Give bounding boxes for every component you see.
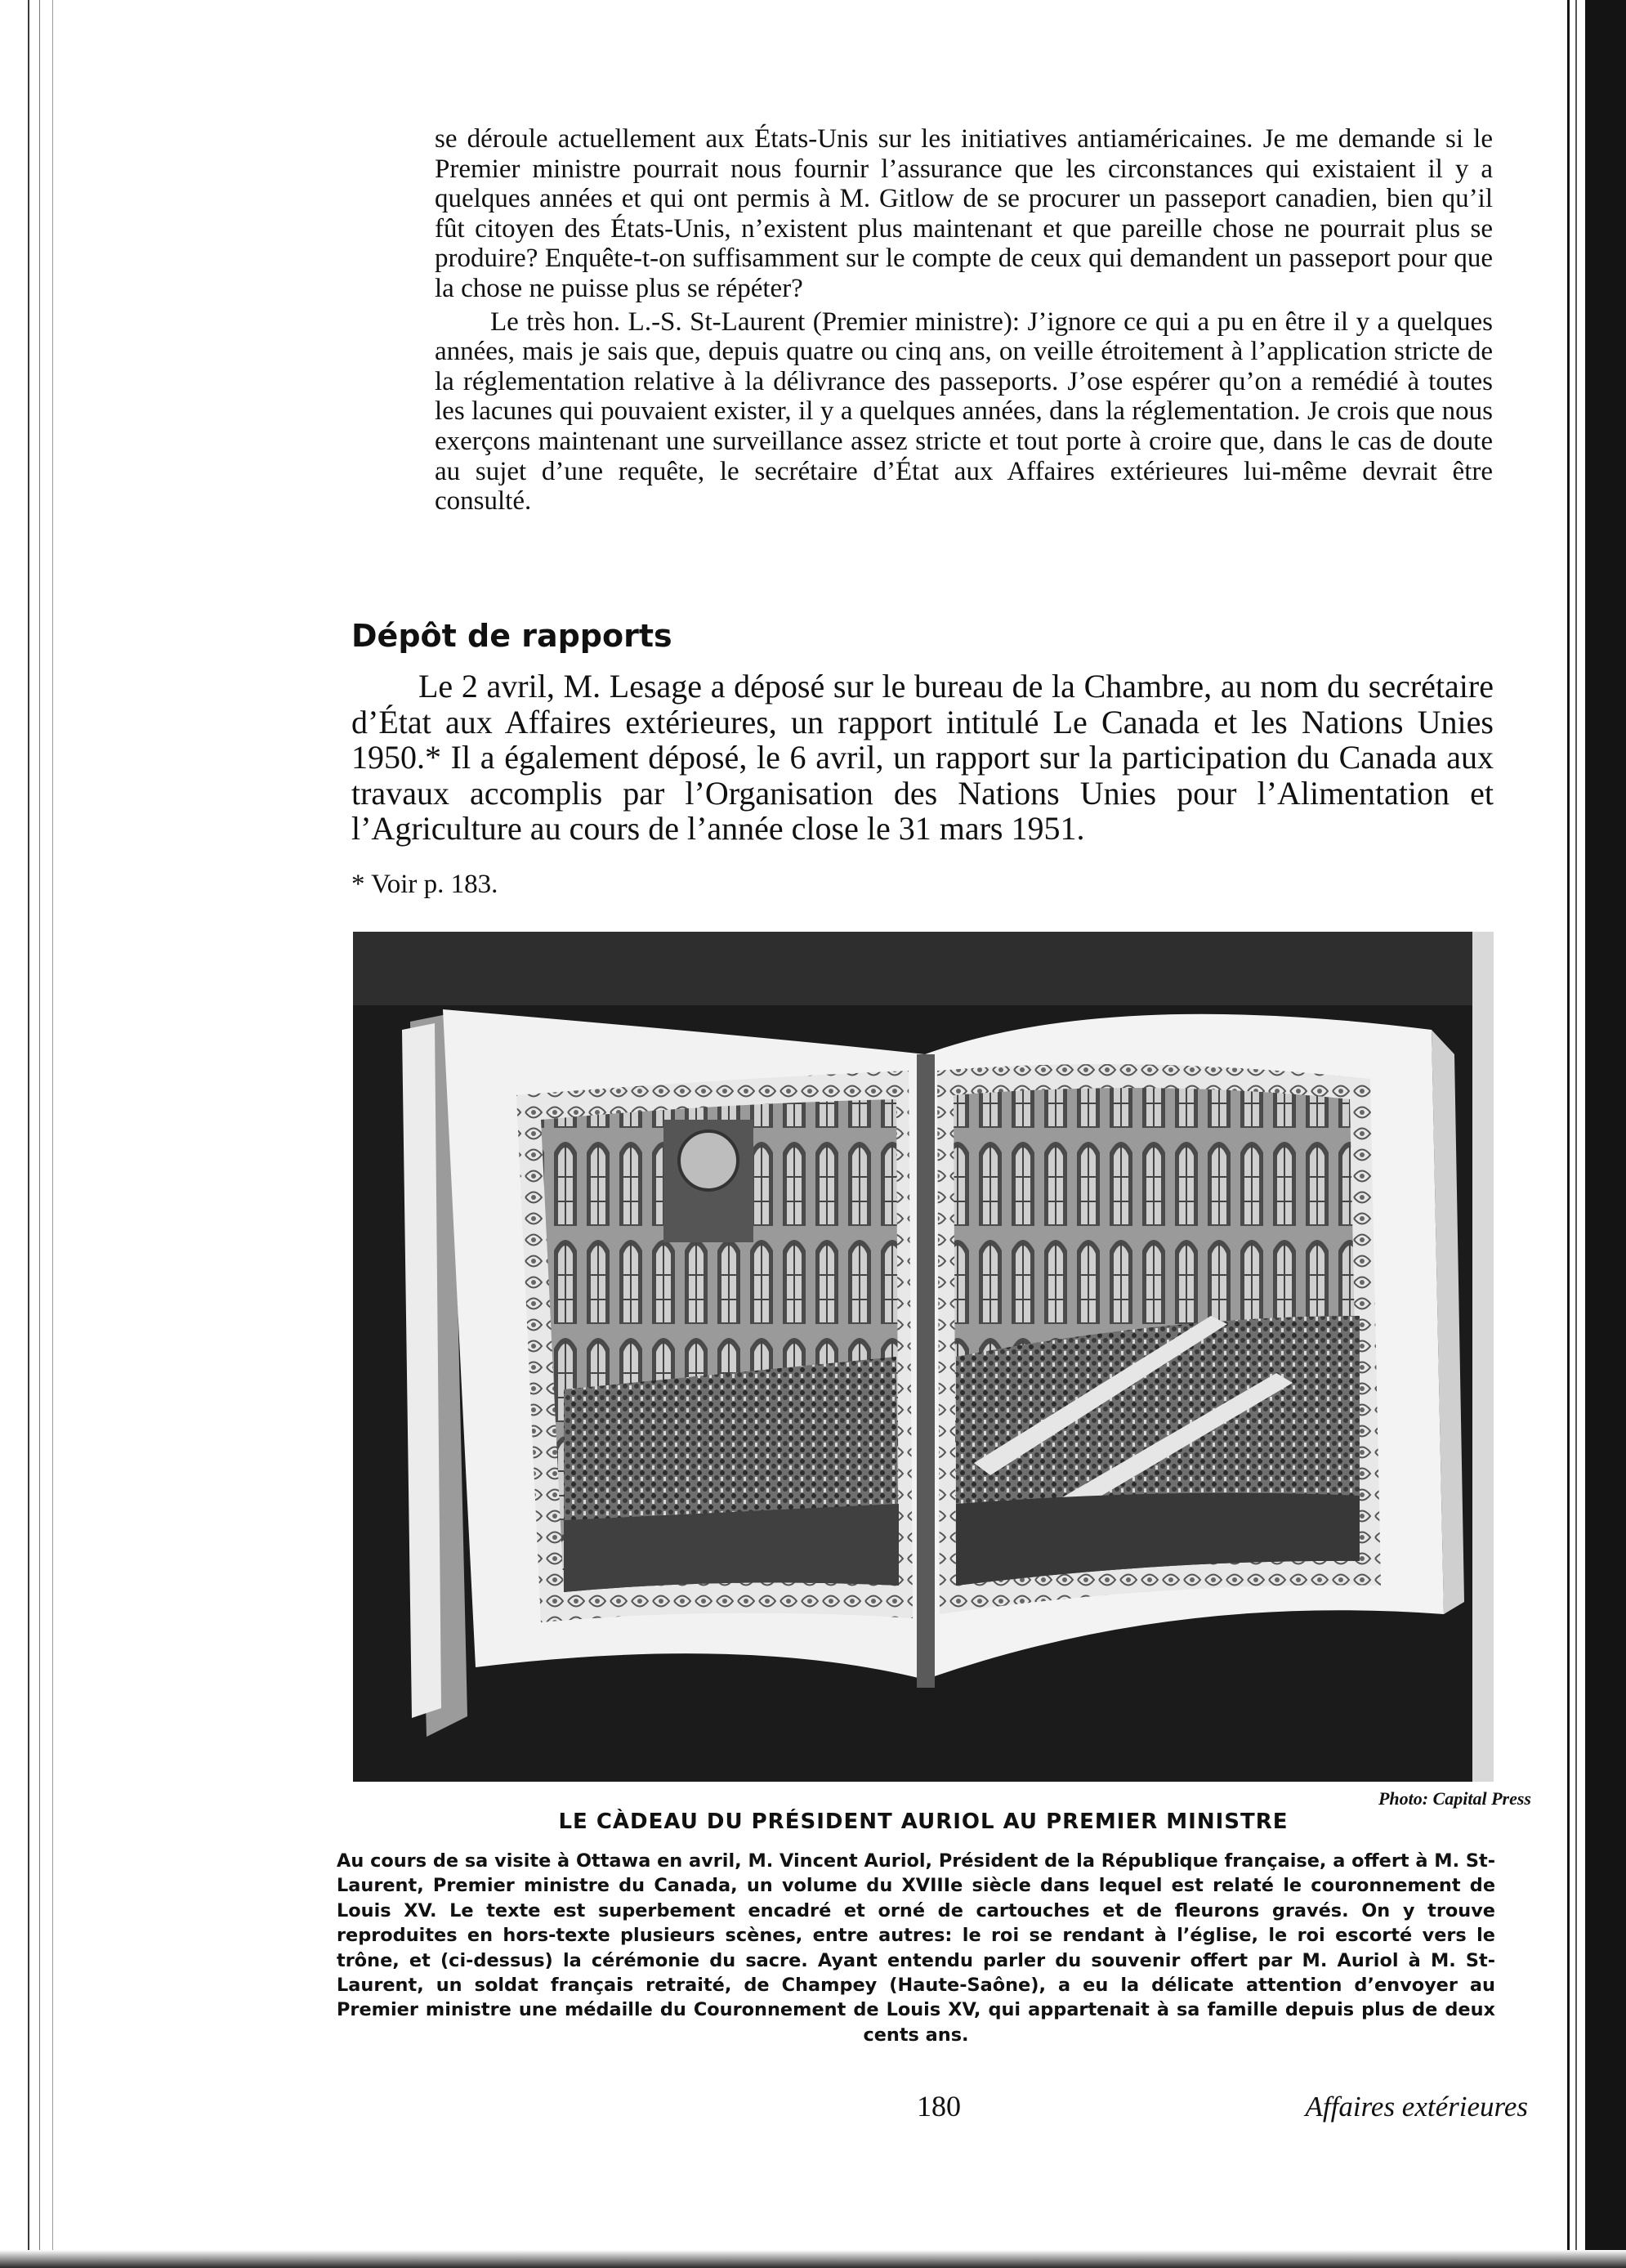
body-paragraph: se déroule actuellement aux États-Unis sur les initiatives antiaméricaines. Je me demande si le Premier ministre pourrait nous fournir l’assurance que les circonstances qui existaient il y a quelques années et qui ont permis à M. Gitlow de se procurer un passeport canadien, bien qu’il fût citoyen des États-Unis, n’existent plus maintenant et que pareille chose ne pourrait plus se produire? Enquête-t-on suffisamment sur le compte de ceux qui demandent un passeport pour que la chose ne puisse plus se répéter? [435,124,1493,303]
page-number: 180 [917,2090,961,2123]
section-text-block [351,669,1494,847]
caption-body: Au cours de sa visite à Ottawa en avril, M. Vincent Auriol, Président de la République française, a offert à M. St-Laurent, Premier ministre du Canada, un volume du XVIIIe siècle dans lequel est relaté le couronnement de Louis XV. Le texte est superbement encadré et orné de cartouches et de fleurons gravés. On y trouve reproduites en hors-texte plusieurs scènes, entre autres: le roi se rendant à l’église, le roi escorté vers le trône, et (ci-dessus) la cérémonie du sacre. Ayant entendu parler du souvenir offert par M. Auriol à M. St-Laurent, un soldat français retraité, de Champey (Haute-Saône), a eu la délicate attention d’envoyer au Premier ministre une médaille du Couronnement de Louis XV, qui appartenait à sa famille depuis plus de deux cents ans. [337,1850,1495,2046]
footnote: * Voir p. 183. [351,870,498,899]
section-paragraph: Le 2 avril, M. Lesage a déposé sur le bureau de la Chambre, au nom du secrétaire d’État aux Affaires extérieures, un rapport intitulé Le Canada et les Nations Unies 1950.* Il a également déposé, le 6 avril, un rapport sur la participation du Canada aux travaux accomplis par l’Organisation des Nations Unies pour l’Alimentation et l’Agriculture au cours de l’année close le 31 mars 1951. [351,668,1494,847]
body-text-block [435,124,1493,517]
photo-credit: Photo: Capital Press [1378,1788,1531,1809]
publication-title: Affaires extérieures [1305,2091,1528,2123]
caption-title: LE CÀDEAU DU PRÉSIDENT AURIOL AU PREMIER MINISTRE [558,1809,1289,1834]
right-binding-edge [1561,0,1626,2268]
body-paragraph: Le très hon. L.-S. St-Laurent (Premier ministre): J’ignore ce qui a pu en être il y a quelques années, mais je sais que, depuis quatre ou cinq ans, on veille étroitement à l’application stricte de la réglementation relative à la délivrance des passeports. J’ose espérer qu’on a remédié à toutes les lacunes qui pouvaient exister, il y a quelques années, dans la réglementation. Je crois que nous exerçons maintenant une surveillance assez stricte et tout porte à croire que, dans le cas de doute au sujet d’une requête, le secrétaire d’État aux Affaires extérieures lui-même devrait être consulté. [435,306,1493,517]
section-heading: Dépôt de rapports [351,618,672,654]
photo-open-book [353,932,1494,1782]
left-binding-edge [0,0,57,2268]
bottom-scan-shadow [0,2250,1626,2268]
